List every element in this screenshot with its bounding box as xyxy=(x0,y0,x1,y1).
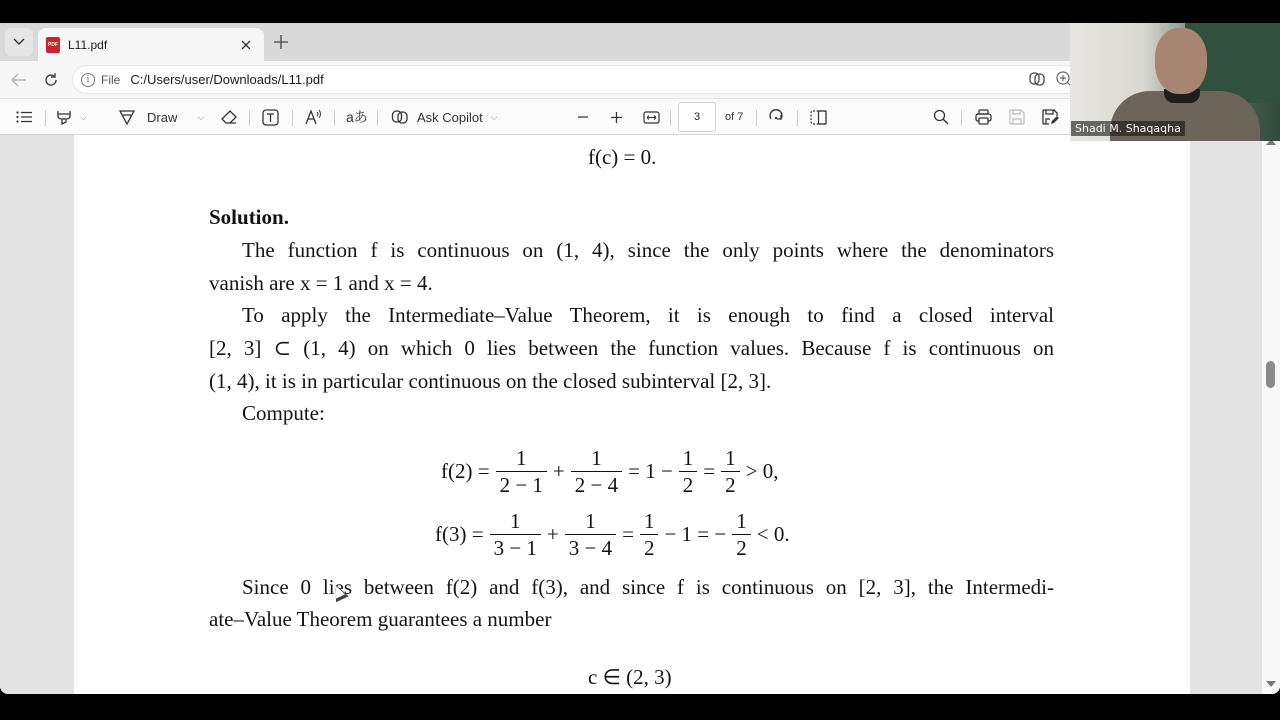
save-as-icon xyxy=(1042,109,1059,125)
toolbar-divider xyxy=(756,110,757,126)
info-icon[interactable]: i xyxy=(81,73,95,87)
fraction: $\frac{1}{2 - 1}$ xyxy=(496,445,547,498)
compute-label: Compute: xyxy=(242,401,325,425)
text-box-icon xyxy=(262,109,279,126)
add-text-button[interactable] xyxy=(262,105,279,129)
pdf-page xyxy=(74,135,1190,694)
highlight-button[interactable] xyxy=(56,105,87,129)
eraser-icon xyxy=(221,109,237,125)
paragraph-line: To apply the Intermediate–Value Theorem, it is enough to find a closed interval xyxy=(242,303,1054,327)
operator: = xyxy=(703,459,716,483)
zoom-in-button[interactable] xyxy=(610,105,623,129)
page-view-icon xyxy=(810,110,827,125)
read-aloud-icon xyxy=(305,109,322,125)
find-button[interactable] xyxy=(933,105,949,129)
equation-lhs: f(3) = xyxy=(435,522,484,546)
ask-copilot-button[interactable] xyxy=(391,105,498,129)
tab-title: L11.pdf xyxy=(68,37,108,52)
save-button[interactable] xyxy=(1009,105,1025,129)
chevron-down-icon[interactable]: ⌵ xyxy=(490,111,498,122)
solution-heading: Solution. xyxy=(209,205,289,229)
save-icon xyxy=(1009,109,1025,125)
paragraph-line: Since 0 lies between f(2) and f(3), and since f is continuous on [2, 3], the Intermedi- xyxy=(242,575,1054,599)
page-view-button[interactable] xyxy=(810,105,827,129)
ask-copilot-label: Ask Copilot xyxy=(417,109,483,125)
fraction: $\frac{1}{3 - 4}$ xyxy=(565,508,616,561)
toolbar-divider xyxy=(334,110,335,126)
chevron-down-icon[interactable]: ⌵ xyxy=(80,111,87,122)
fit-to-width-button[interactable] xyxy=(643,105,660,129)
chevron-down-icon xyxy=(13,38,25,46)
page-number-input[interactable]: 3 xyxy=(678,102,716,132)
copilot-icon[interactable] xyxy=(1028,70,1046,88)
toolbar-divider xyxy=(670,110,671,126)
rotate-button[interactable] xyxy=(768,105,784,129)
operator: − 1 = − xyxy=(664,522,727,546)
toolbar-divider xyxy=(292,110,293,126)
minus-icon xyxy=(577,111,589,123)
chevron-down-icon[interactable]: ⌵ xyxy=(197,111,205,122)
pdf-viewport[interactable] xyxy=(0,135,1280,694)
translate-button[interactable] xyxy=(346,105,368,129)
fraction: $\frac{1}{2}$ xyxy=(679,445,698,498)
operator: + xyxy=(552,459,565,483)
rotate-icon xyxy=(768,109,784,125)
toolbar-divider xyxy=(45,110,46,126)
plus-icon xyxy=(274,35,288,49)
page-total-label: of 7 xyxy=(725,111,744,123)
equation-c-interval xyxy=(588,665,672,690)
erase-button[interactable] xyxy=(221,105,237,129)
save-as-button[interactable] xyxy=(1042,105,1059,129)
fraction: $\frac{1}{2 - 4}$ xyxy=(571,445,622,498)
fit-width-icon xyxy=(643,111,660,124)
operator: = 1 − xyxy=(628,459,673,483)
url-scheme-label: File xyxy=(101,72,121,87)
paragraph-line: The function f is continuous on (1, 4), since the only points where the denominators xyxy=(242,238,1054,262)
fraction: $\frac{1}{2}$ xyxy=(640,508,659,561)
back-button[interactable] xyxy=(6,67,32,93)
zoom-out-button[interactable] xyxy=(577,105,589,129)
scroll-thumb[interactable] xyxy=(1266,361,1275,388)
toolbar-divider xyxy=(961,110,962,126)
close-tab-button[interactable] xyxy=(236,35,256,55)
list-icon xyxy=(16,111,32,123)
operator: = xyxy=(622,522,634,546)
paragraph-line: (1, 4), it is in particular continuous on the closed subinterval [2, 3]. xyxy=(209,369,772,393)
tab-l11-pdf[interactable] xyxy=(38,28,264,61)
toolbar-divider xyxy=(249,110,250,126)
equation-f-3 xyxy=(432,508,793,561)
contents-button[interactable] xyxy=(16,105,32,129)
translate-icon: aあ xyxy=(346,109,368,125)
arrow-left-icon xyxy=(11,73,27,87)
paragraph-line: vanish are x = 1 and x = 4. xyxy=(209,271,433,295)
pen-icon xyxy=(119,109,135,125)
equation-f-2 xyxy=(438,445,781,498)
scroll-down-arrow-icon[interactable] xyxy=(1266,681,1276,687)
plus-icon xyxy=(610,111,623,124)
operator: + xyxy=(546,522,559,546)
equation-tail: > 0, xyxy=(745,459,779,483)
equation-text: c ∈ (2, 3) xyxy=(588,665,672,689)
reload-button[interactable] xyxy=(38,67,64,93)
equation-tail: < 0. xyxy=(756,522,790,546)
fraction: $\frac{1}{2}$ xyxy=(732,508,751,561)
toolbar-divider xyxy=(797,110,798,126)
address-input[interactable] xyxy=(72,65,1082,94)
pdf-icon: PDF xyxy=(46,37,60,53)
equation-lhs: f(2) = xyxy=(441,459,490,483)
participant-name-label: Shadi M. Shaqaqha xyxy=(1071,121,1185,136)
toolbar-divider xyxy=(377,110,378,126)
screen-bottom-border xyxy=(0,694,1280,720)
draw-label: Draw xyxy=(147,109,178,125)
printer-icon xyxy=(975,109,992,125)
fraction: $\frac{1}{3 - 1}$ xyxy=(490,508,541,561)
new-tab-button[interactable] xyxy=(270,31,292,53)
tab-actions-button[interactable] xyxy=(5,28,33,56)
fraction: $\frac{1}{2}$ xyxy=(721,445,740,498)
copilot-icon xyxy=(391,108,409,126)
url-text: C:/Users/user/Downloads/L11.pdf xyxy=(130,72,324,87)
highlighter-icon xyxy=(56,109,72,125)
vertical-scrollbar[interactable] xyxy=(1262,135,1280,694)
screen-top-border xyxy=(0,0,1280,23)
equation-text: f(c) = 0. xyxy=(588,145,657,169)
read-aloud-button[interactable] xyxy=(305,105,322,129)
draw-button[interactable] xyxy=(119,105,204,129)
paragraph-line: ate–Value Theorem guarantees a number xyxy=(209,607,552,631)
search-icon xyxy=(933,109,949,125)
equation-f-c xyxy=(588,145,656,170)
paragraph-line: [2, 3] ⊂ (1, 4) on which 0 lies between the function values. Because f is continuous on xyxy=(209,336,1054,360)
video-person-head xyxy=(1155,28,1207,94)
print-button[interactable] xyxy=(975,105,992,129)
reload-icon xyxy=(43,72,59,88)
close-icon xyxy=(241,40,251,50)
